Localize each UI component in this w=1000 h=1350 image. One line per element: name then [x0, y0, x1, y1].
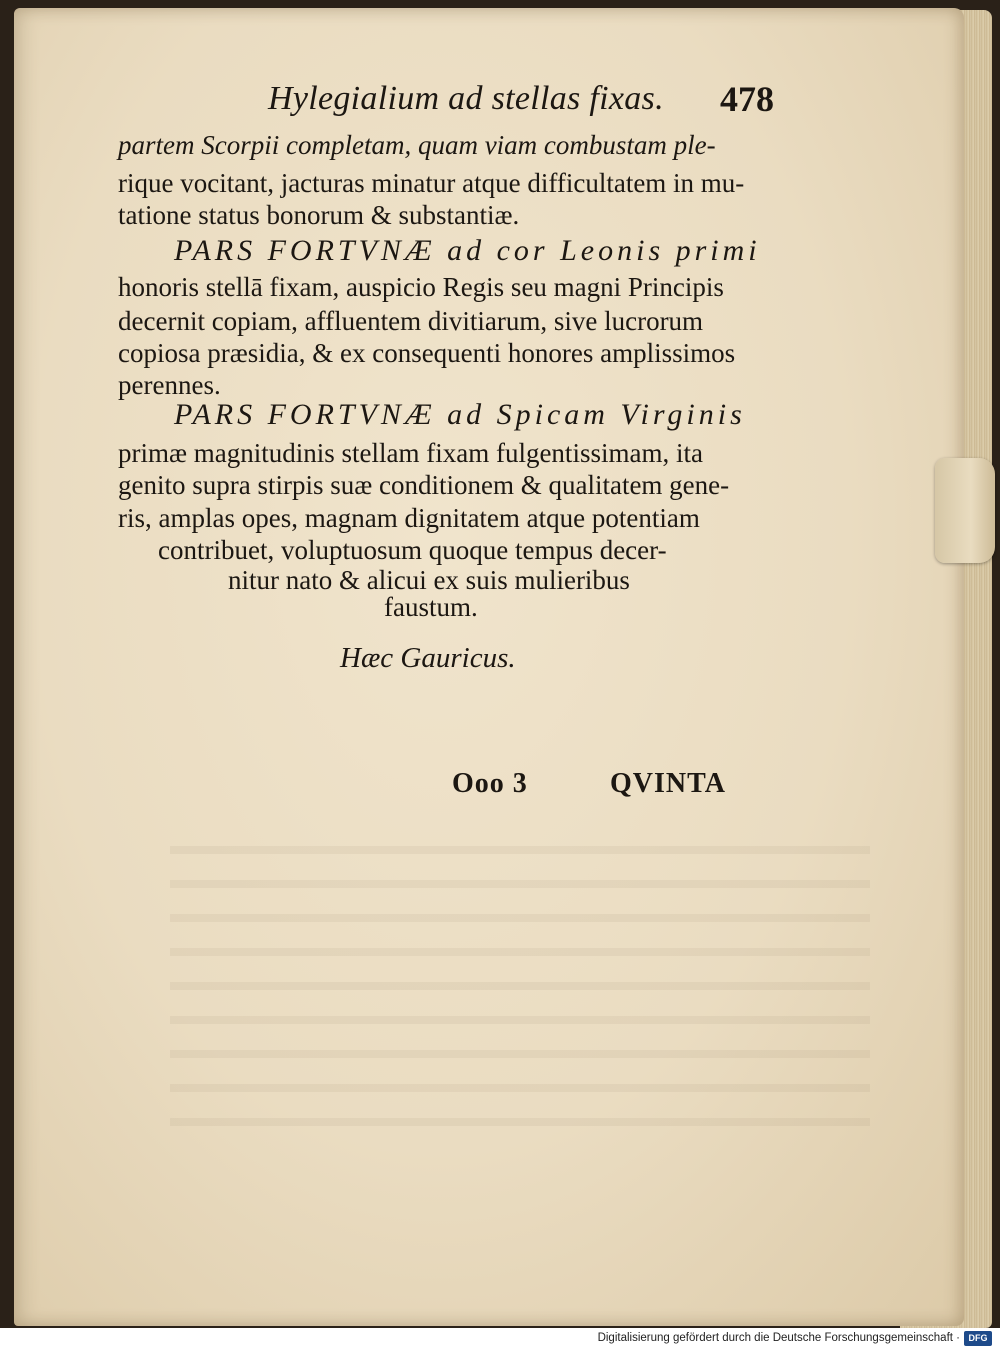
running-head: Hylegialium ad stellas fixas. — [268, 80, 664, 117]
attribution: Hæc Gauricus. — [340, 642, 516, 674]
body-line-11: genito supra stirpis suæ conditionem & qualitatem gene- — [118, 470, 730, 500]
bookmark-tab — [935, 458, 995, 563]
body-line-15: faustum. — [384, 592, 478, 622]
body-line-13: contribuet, voluptuosum quoque tempus decer- — [158, 535, 667, 565]
bleed-through — [170, 820, 870, 1140]
page-number: 478 — [720, 79, 774, 119]
body-line-6: decernit copiam, affluentem divitiarum, sive lucrorum — [118, 306, 704, 336]
body-line-7: copiosa præsidia, & ex consequenti honores amplissimos — [118, 338, 736, 368]
body-line-1: partem Scorpii completam, quam viam combustam ple- — [118, 130, 716, 160]
catchword: QVINTA — [610, 768, 726, 799]
body-line-2: rique vocitant, jacturas minatur atque difficultatem in mu- — [118, 168, 745, 198]
body-line-3: tatione status bonorum & substantiæ. — [118, 200, 520, 230]
body-line-4: PARS FORTVNÆ ad cor Leonis primi — [174, 234, 761, 267]
body-line-8: perennes. — [118, 370, 221, 400]
dfg-logo-icon: DFG — [964, 1331, 992, 1346]
signature-mark: Ooo 3 — [452, 768, 528, 799]
credit-text: Digitalisierung gefördert durch die Deutsche Forschungsgemeinschaft · — [597, 1332, 960, 1344]
body-line-5: honoris stellā fixam, auspicio Regis seu magni Principis — [118, 272, 724, 302]
body-line-9: PARS FORTVNÆ ad Spicam Virginis — [174, 398, 746, 431]
credit-bar — [0, 1328, 1000, 1350]
body-line-12: ris, amplas opes, magnam dignitatem atque potentiam — [118, 503, 700, 533]
body-line-14: nitur nato & alicui ex suis mulieribus — [228, 565, 630, 595]
body-line-10: primæ magnitudinis stellam fixam fulgentissimam, ita — [118, 438, 703, 468]
